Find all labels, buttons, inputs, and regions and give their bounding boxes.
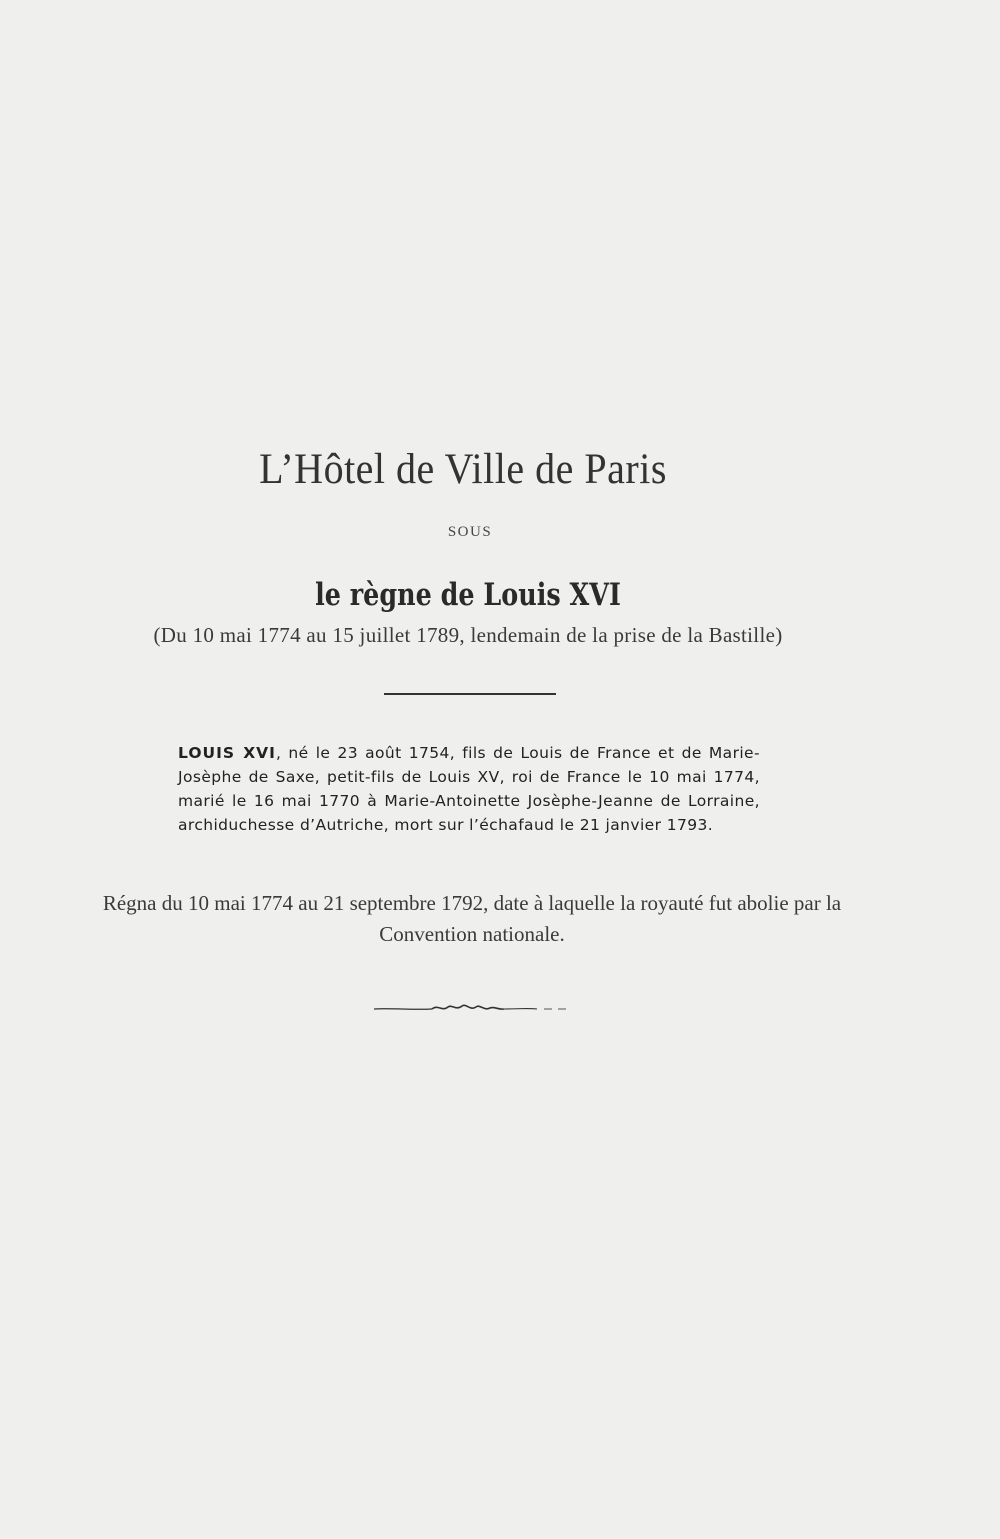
reign-dates: (Du 10 mai 1774 au 15 juillet 1789, lendemain de la prise de la Bastille) [153, 623, 783, 647]
biography-name: LOUIS XVI [178, 744, 276, 762]
ornament-divider-icon [372, 998, 572, 1018]
page-title: L’Hôtel de Ville de Paris [259, 444, 667, 493]
subtitle-connector: SOUS [447, 524, 493, 540]
reign-note: Régna du 10 mai 1774 au 21 septembre 1792, date à laquelle la royauté fut abolie par la Convention nationale. [102, 891, 842, 946]
divider-rule [384, 693, 556, 695]
biography-text: , né le 23 août 1754, fils de Louis de France et de Marie-Josèphe de Saxe, petit-fils de Louis XV, roi de France le 10 mai 1774, marié le 16 mai 1770 à Marie-Antoinette Josèphe-Jeanne de Lorraine, archiduchesse d’Autriche, mort sur l’échafaud le 21 janvier 1793. [178, 744, 760, 834]
reign-heading: le règne de Louis XVI [315, 577, 621, 613]
biography-paragraph [178, 741, 760, 837]
